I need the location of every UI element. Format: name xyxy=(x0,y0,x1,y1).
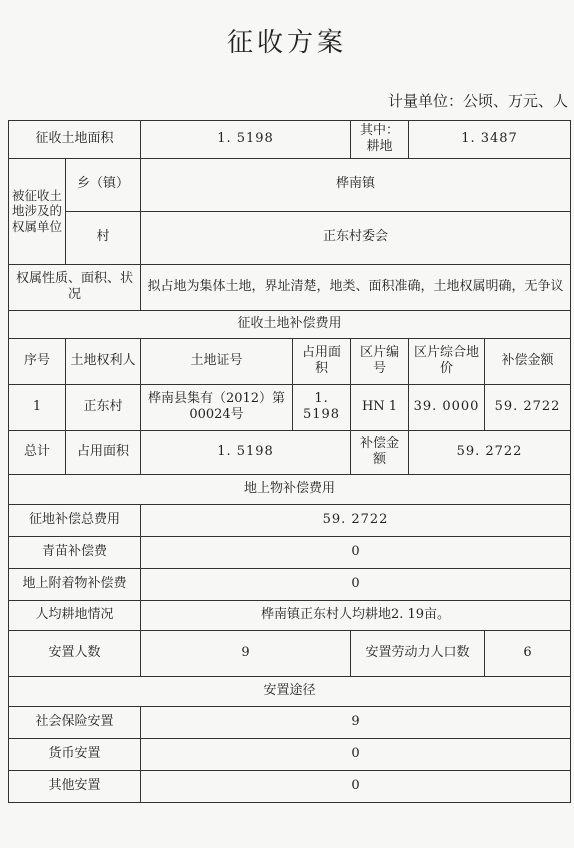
compensation-section-row xyxy=(9,310,571,338)
money-row xyxy=(9,738,571,770)
resettle-label: 安置人数 xyxy=(9,630,141,676)
row-owner: 正东村 xyxy=(66,384,141,430)
total-amount-label: 补偿金额 xyxy=(351,430,409,474)
crop-row xyxy=(9,536,571,568)
social-row xyxy=(9,706,571,738)
resettlement-section-row xyxy=(9,676,571,706)
header-cert: 土地证号 xyxy=(141,338,293,384)
total-label: 总计 xyxy=(9,430,66,474)
ground-total-label: 征地补偿总费用 xyxy=(9,504,141,536)
labor-label: 安置劳动力人口数 xyxy=(351,630,485,676)
property-label: 权属性质、面积、状况 xyxy=(9,264,141,310)
attach-label: 地上附着物补偿费 xyxy=(9,568,141,600)
area-label: 征收土地面积 xyxy=(9,121,141,159)
money-label: 货币安置 xyxy=(9,738,141,770)
total-row xyxy=(9,430,571,474)
ground-total-row xyxy=(9,504,571,536)
resettle-value: 9 xyxy=(141,630,351,676)
total-area-value: 1. 5198 xyxy=(141,430,351,474)
farmland-value: 1. 3487 xyxy=(409,121,571,159)
resettlement-section-title: 安置途径 xyxy=(9,676,571,706)
property-value: 拟占地为集体土地，界址清楚，地类、面积准确，土地权属明确，无争议 xyxy=(141,264,571,310)
town-row xyxy=(9,158,571,211)
row-price: 39. 0000 xyxy=(409,384,485,430)
town-label: 乡（镇） xyxy=(66,158,141,211)
labor-value: 6 xyxy=(485,630,571,676)
ground-section-title: 地上物补偿费用 xyxy=(9,474,571,504)
total-area-label: 占用面积 xyxy=(66,430,141,474)
village-row xyxy=(9,211,571,264)
ownership-label: 被征收土地涉及的权属单位 xyxy=(9,158,66,264)
attach-value: 0 xyxy=(141,568,571,600)
money-value: 0 xyxy=(141,738,571,770)
unit-note: 计量单位：公顷、万元、人 xyxy=(387,92,568,110)
row-area: 1. 5198 xyxy=(293,384,351,430)
property-row xyxy=(9,264,571,310)
per-capita-value: 桦南镇正东村人均耕地2. 19亩。 xyxy=(141,600,571,630)
expropriation-table xyxy=(8,120,571,803)
header-zone: 区片编号 xyxy=(351,338,409,384)
village-value: 正东村委会 xyxy=(141,211,571,264)
social-label: 社会保险安置 xyxy=(9,706,141,738)
compensation-data-row xyxy=(9,384,571,430)
row-amount: 59. 2722 xyxy=(485,384,571,430)
other-label: 其他安置 xyxy=(9,770,141,802)
farmland-label: 其中：耕地 xyxy=(351,121,409,159)
header-amount: 补偿金额 xyxy=(485,338,571,384)
compensation-section-title: 征收土地补偿费用 xyxy=(9,310,571,338)
social-value: 9 xyxy=(141,706,571,738)
village-label: 村 xyxy=(66,211,141,264)
area-value: 1. 5198 xyxy=(141,121,351,159)
compensation-header-row xyxy=(9,338,571,384)
total-amount-value: 59. 2722 xyxy=(409,430,571,474)
area-row xyxy=(9,121,571,159)
crop-value: 0 xyxy=(141,536,571,568)
header-owner: 土地权利人 xyxy=(66,338,141,384)
crop-label: 青苗补偿费 xyxy=(9,536,141,568)
other-value: 0 xyxy=(141,770,571,802)
resettle-row xyxy=(9,630,571,676)
ground-total-value: 59. 2722 xyxy=(141,504,571,536)
row-zone: HN 1 xyxy=(351,384,409,430)
header-area: 占用面积 xyxy=(293,338,351,384)
per-capita-row xyxy=(9,600,571,630)
per-capita-label: 人均耕地情况 xyxy=(9,600,141,630)
header-no: 序号 xyxy=(9,338,66,384)
other-row xyxy=(9,770,571,802)
ground-section-row xyxy=(9,474,571,504)
row-cert: 桦南县集有（2012）第00024号 xyxy=(141,384,293,430)
header-price: 区片综合地价 xyxy=(409,338,485,384)
row-no: 1 xyxy=(9,384,66,430)
document-title: 征收方案 xyxy=(226,28,347,58)
town-value: 桦南镇 xyxy=(141,158,571,211)
attach-row xyxy=(9,568,571,600)
